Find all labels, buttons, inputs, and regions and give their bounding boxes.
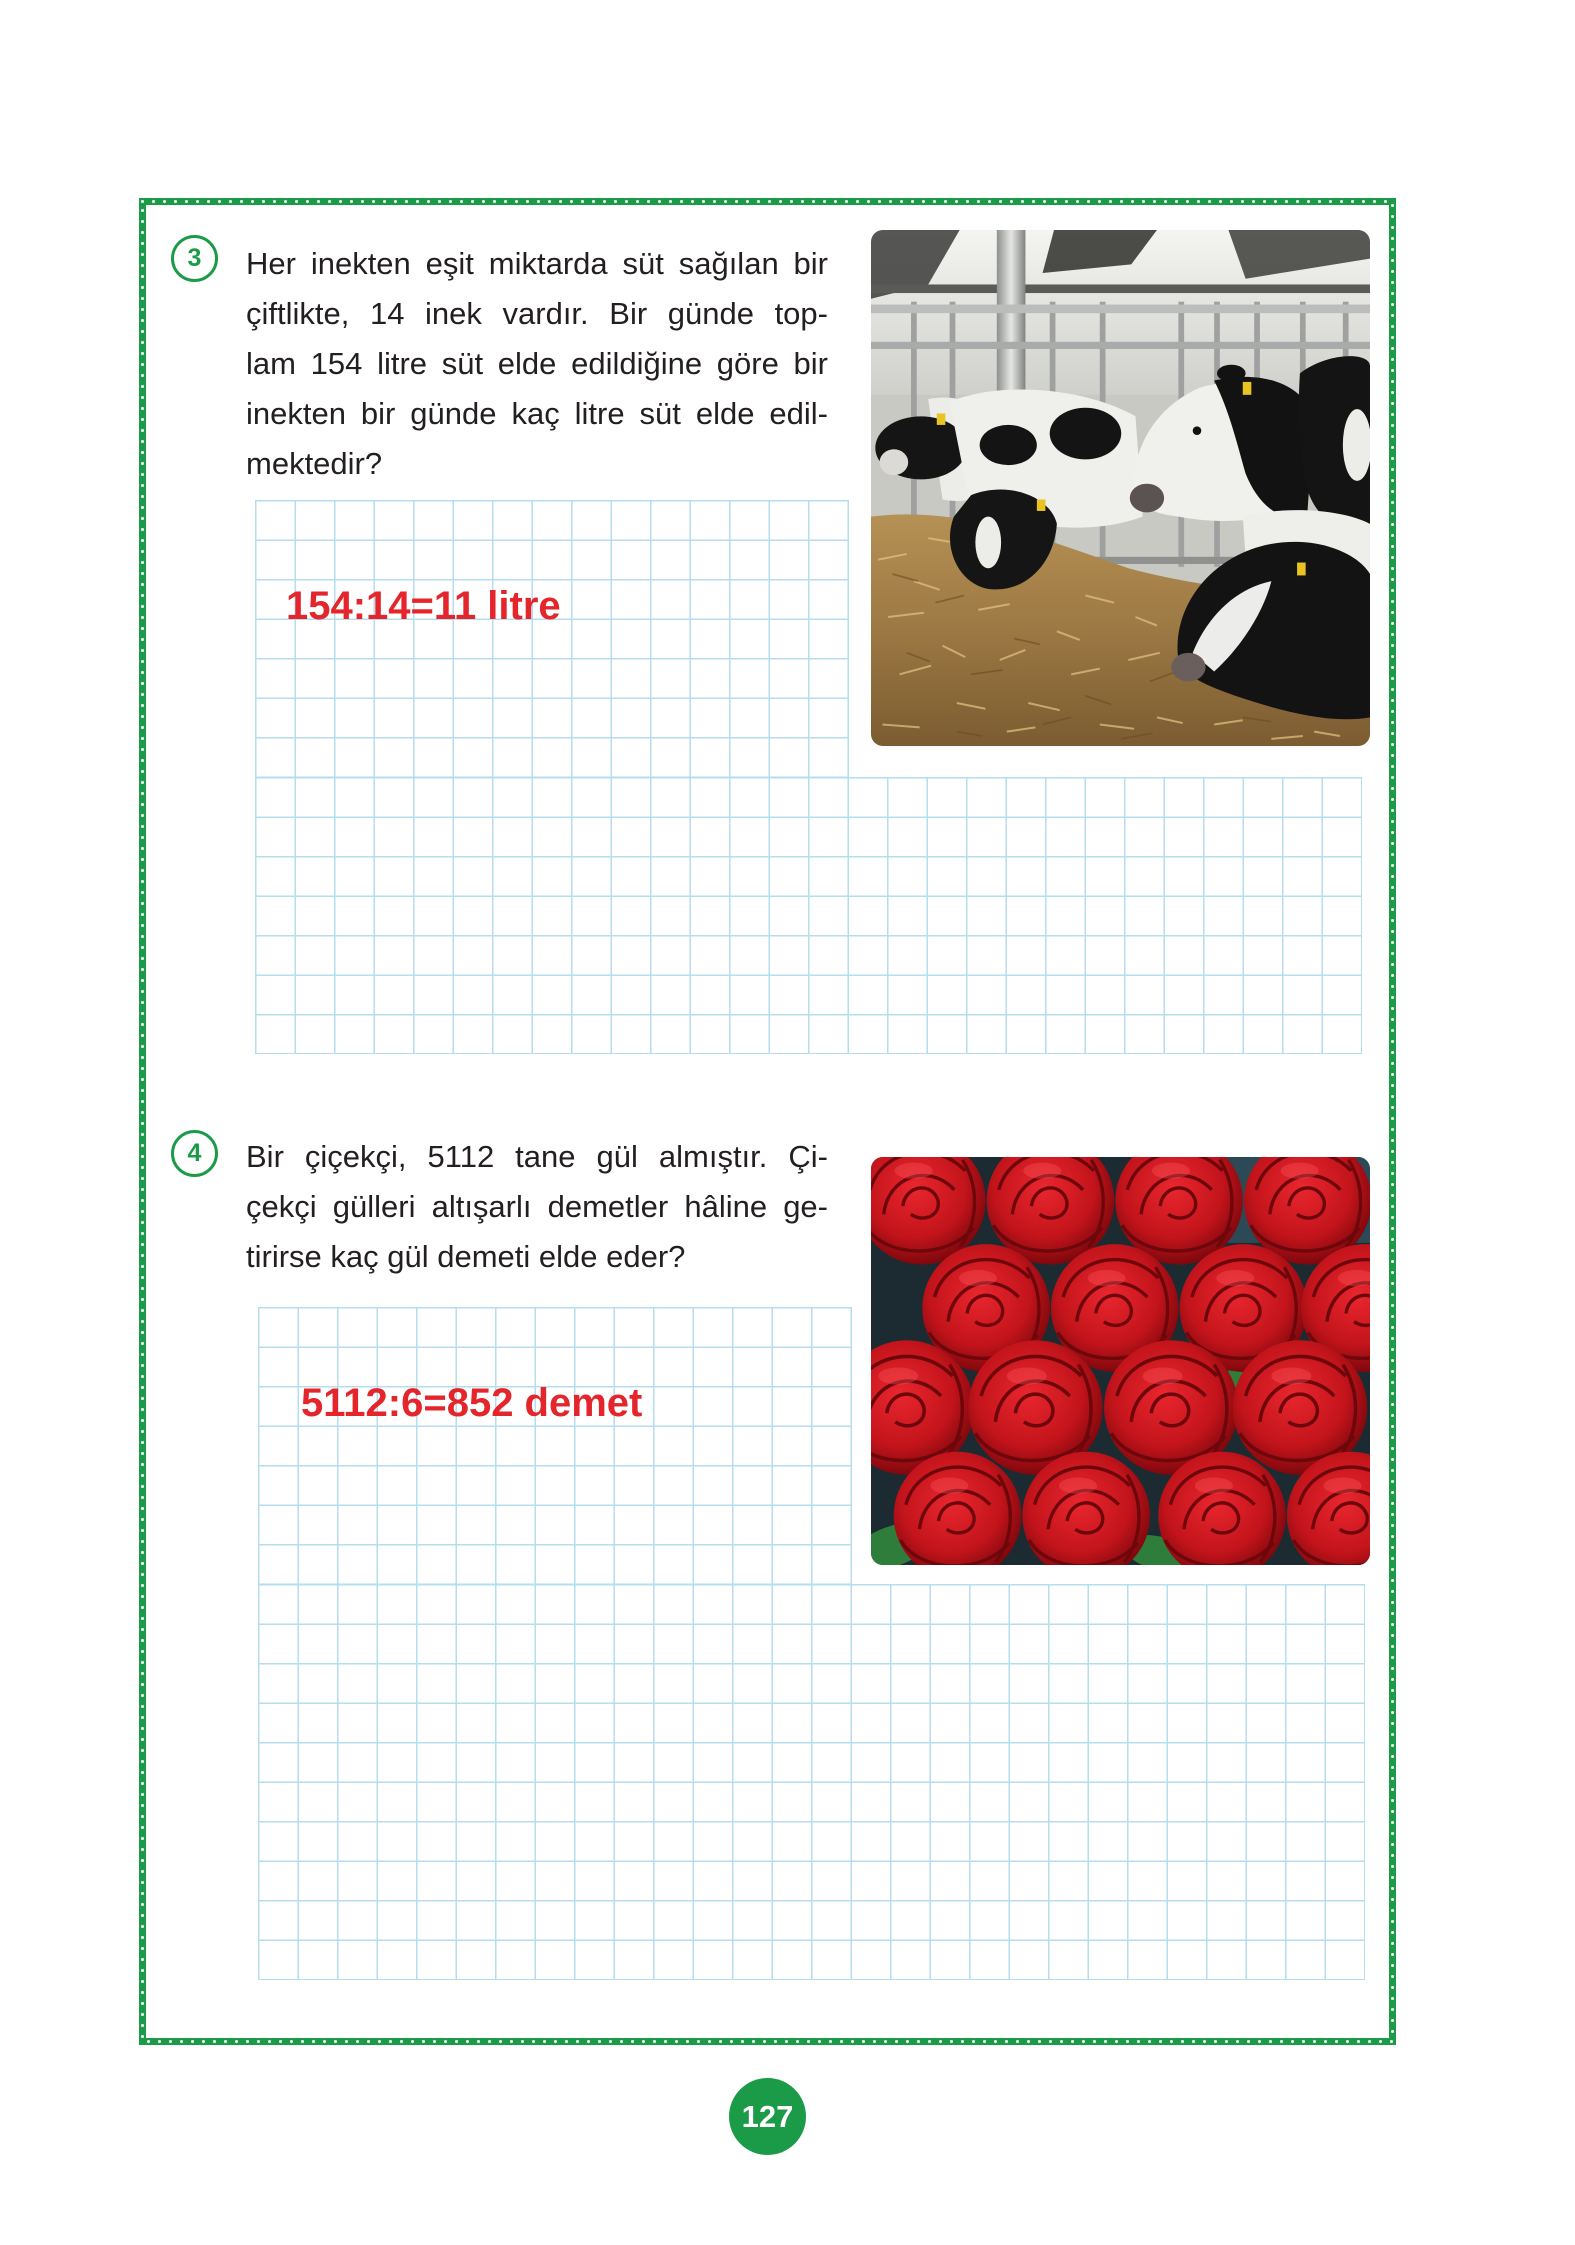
question-number-badge: 4 bbox=[171, 1130, 218, 1177]
cows-illustration bbox=[871, 230, 1370, 746]
answer-grid bbox=[255, 500, 849, 777]
question-line: Bir çiçekçi, 5112 tane gül almıştır. Çi- bbox=[246, 1139, 828, 1174]
question-line: tirirse kaç gül demeti elde eder? bbox=[246, 1239, 686, 1274]
question-number-badge: 3 bbox=[171, 235, 218, 282]
answer-text: 5112:6=852 demet bbox=[301, 1381, 643, 1425]
answer-text: 154:14=11 litre bbox=[286, 584, 561, 628]
question-line: mektedir? bbox=[246, 446, 383, 481]
page-number: 127 bbox=[729, 2078, 806, 2155]
question-line: çiftlikte, 14 inek vardır. Bir günde top- bbox=[246, 296, 828, 331]
roses-photo bbox=[871, 1157, 1370, 1565]
answer-grid bbox=[258, 1307, 852, 1584]
answer-grid bbox=[258, 1584, 1365, 1980]
question-text bbox=[246, 239, 828, 489]
question-line: Her inekten eşit miktarda süt sağılan bir bbox=[246, 246, 828, 281]
question-line: lam 154 litre süt elde edildiğine göre bir bbox=[246, 346, 828, 381]
roses-illustration bbox=[871, 1157, 1370, 1565]
cows-photo bbox=[871, 230, 1370, 746]
question-line: inekten bir günde kaç litre süt elde edil- bbox=[246, 396, 828, 431]
question-text bbox=[246, 1132, 828, 1282]
question-line: çekçi gülleri altışarlı demetler hâline ge- bbox=[246, 1189, 828, 1224]
answer-grid bbox=[255, 777, 1362, 1055]
